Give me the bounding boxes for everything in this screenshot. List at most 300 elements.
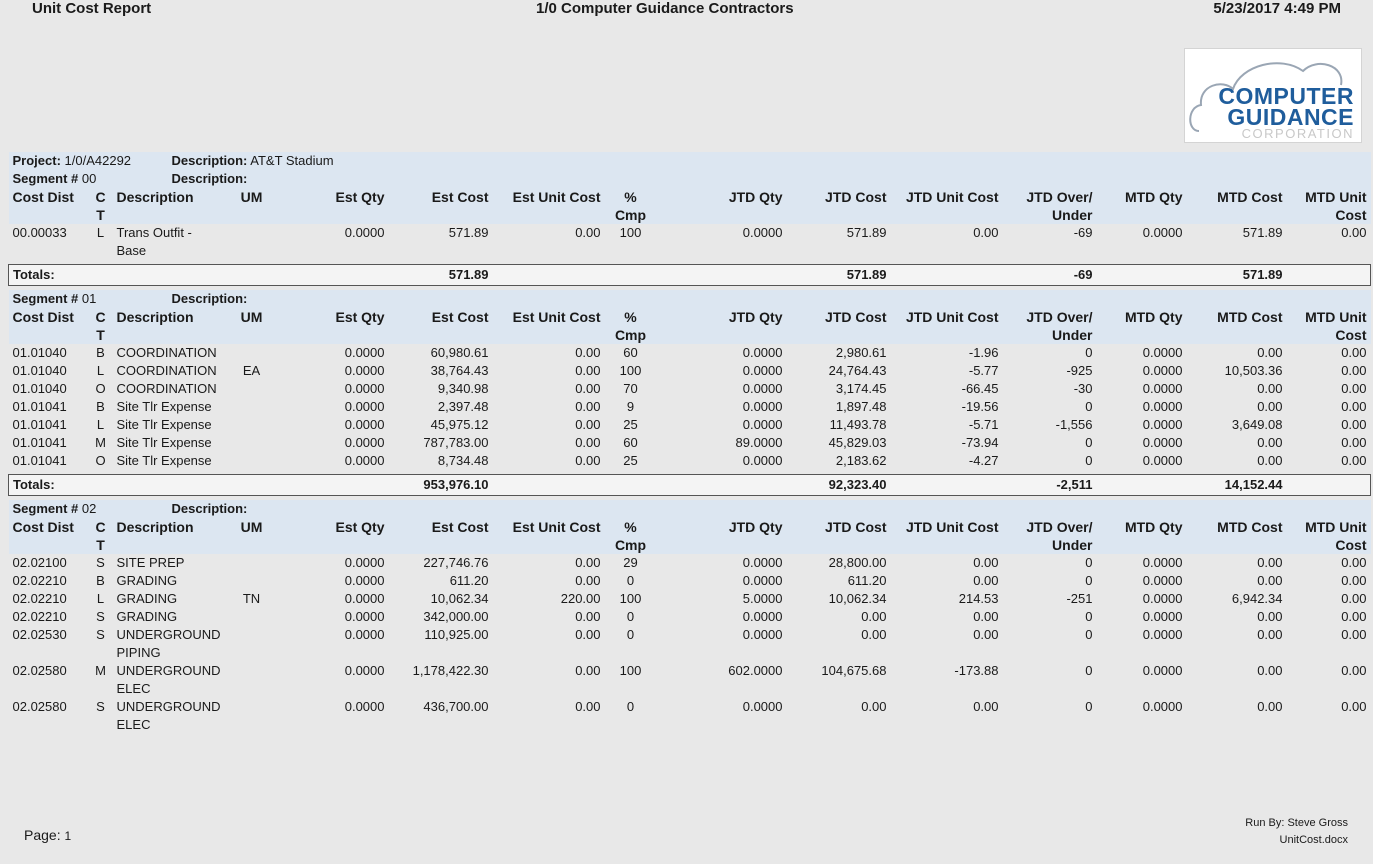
est-cost: 787,783.00 [423, 435, 489, 450]
col-description: Description [113, 188, 227, 224]
header-line: C [95, 519, 106, 535]
est-qty: 0.0000 [344, 555, 385, 570]
unit-of-measure: EA [242, 363, 261, 378]
description: UNDERGROUND PIPING [116, 627, 221, 660]
jtd-qty: 0.0000 [742, 345, 783, 360]
cost-type: L [96, 363, 105, 378]
table-row [9, 626, 1371, 662]
column-header-row [9, 518, 1371, 554]
mtd-unit-cost: 0.00 [1341, 225, 1367, 240]
pct-complete: 100 [619, 225, 642, 240]
est-cost: 60,980.61 [430, 345, 489, 360]
jtd-over-under: -925 [1066, 363, 1093, 378]
est-qty: 0.0000 [344, 417, 385, 432]
col-jtd-unit-cost: JTD Unit Cost [891, 518, 1003, 554]
mtd-unit-cost: 0.00 [1341, 453, 1367, 468]
totals-jtd-cost: 92,323.40 [787, 475, 891, 496]
mtd-cost: 571.89 [1242, 225, 1283, 240]
totals-gap-3 [1097, 475, 1187, 496]
est-cost: 9,340.98 [437, 381, 489, 396]
mtd-unit-cost: 0.00 [1341, 363, 1367, 378]
col-jtd-unit-cost: JTD Unit Cost [891, 308, 1003, 344]
cost-type: B [96, 399, 105, 414]
jtd-over-under: 0 [1085, 555, 1093, 570]
project-row [9, 152, 1371, 170]
jtd-cost: 0.00 [861, 699, 887, 714]
jtd-cost: 0.00 [861, 627, 887, 642]
segment-number: 02 [81, 501, 97, 516]
est-qty: 0.0000 [344, 345, 385, 360]
totals-over-under: -69 [1003, 265, 1097, 286]
col-mtd-qty: MTD Qty [1097, 308, 1187, 344]
segment-number: 01 [81, 291, 97, 306]
totals-label: Totals: [9, 265, 389, 286]
col-est-qty: Est Qty [277, 188, 389, 224]
project-desc-label: Description: [171, 153, 248, 168]
unit-of-measure [227, 554, 277, 572]
jtd-over-under: -1,556 [1055, 417, 1093, 432]
table-row [9, 362, 1371, 380]
col-est-cost: Est Cost [389, 188, 493, 224]
cost-dist: 02.02530 [12, 627, 67, 642]
totals-mtd-cost: 14,152.44 [1187, 475, 1287, 496]
unit-of-measure [227, 572, 277, 590]
mtd-qty: 0.0000 [1142, 699, 1183, 714]
segment-row [9, 290, 1371, 308]
jtd-over-under: -251 [1066, 591, 1093, 606]
table-row [9, 434, 1371, 452]
mtd-cost: 0.00 [1257, 573, 1283, 588]
segment-desc-cell [171, 290, 1371, 308]
header-line: JTD Over/ [1026, 519, 1093, 535]
unit-of-measure [227, 344, 277, 362]
col-est-unit-cost: Est Unit Cost [493, 518, 605, 554]
mtd-unit-cost: 0.00 [1341, 627, 1367, 642]
table-row [9, 590, 1371, 608]
mtd-qty: 0.0000 [1142, 591, 1183, 606]
cost-dist: 01.01041 [12, 399, 67, 414]
table-row [9, 662, 1371, 698]
mtd-unit-cost: 0.00 [1341, 699, 1367, 714]
segment-desc-cell [171, 500, 1371, 518]
unit-of-measure [227, 626, 277, 662]
jtd-unit-cost: -1.96 [968, 345, 999, 360]
est-cost: 1,178,422.30 [412, 663, 489, 678]
jtd-unit-cost: 0.00 [973, 225, 999, 240]
mtd-cost: 0.00 [1257, 345, 1283, 360]
col-est-qty: Est Qty [277, 518, 389, 554]
mtd-cost: 0.00 [1257, 609, 1283, 624]
col-jtd-over-under [1003, 188, 1097, 224]
est-qty: 0.0000 [344, 225, 385, 240]
description: UNDERGROUND ELEC [116, 699, 221, 732]
est-cost: 436,700.00 [423, 699, 489, 714]
jtd-over-under: 0 [1085, 627, 1093, 642]
jtd-unit-cost: -73.94 [961, 435, 999, 450]
cost-type: O [95, 381, 106, 396]
jtd-over-under: 0 [1085, 609, 1093, 624]
totals-est-cost: 571.89 [389, 265, 493, 286]
mtd-qty: 0.0000 [1142, 453, 1183, 468]
jtd-unit-cost: -19.56 [961, 399, 999, 414]
table-row [9, 554, 1371, 572]
cost-type: S [96, 555, 105, 570]
col-cost-dist: Cost Dist [9, 188, 89, 224]
segment-desc-cell [171, 170, 1371, 188]
est-cost: 342,000.00 [423, 609, 489, 624]
col-mtd-cost: MTD Cost [1187, 308, 1287, 344]
description: Site Tlr Expense [116, 435, 212, 450]
header-line: Cmp [614, 537, 647, 553]
description: Site Tlr Expense [116, 399, 212, 414]
col-cost-type [89, 188, 113, 224]
col-mtd-unit-cost [1287, 308, 1371, 344]
est-unit-cost: 0.00 [575, 663, 601, 678]
mtd-qty: 0.0000 [1142, 381, 1183, 396]
mtd-cost: 0.00 [1257, 627, 1283, 642]
jtd-unit-cost: 0.00 [973, 609, 999, 624]
header-line: % [624, 189, 637, 205]
est-qty: 0.0000 [344, 699, 385, 714]
segment-row [9, 170, 1371, 188]
col-cost-dist: Cost Dist [9, 518, 89, 554]
jtd-unit-cost: -173.88 [954, 663, 999, 678]
mtd-unit-cost: 0.00 [1341, 609, 1367, 624]
mtd-qty: 0.0000 [1142, 345, 1183, 360]
table-row [9, 344, 1371, 362]
col-pct-complete [605, 518, 657, 554]
col-description: Description [113, 308, 227, 344]
cost-dist: 00.00033 [12, 225, 67, 240]
unit-of-measure [227, 662, 277, 698]
totals-est-cost: 953,976.10 [389, 475, 493, 496]
description: GRADING [116, 591, 178, 606]
mtd-unit-cost: 0.00 [1341, 417, 1367, 432]
jtd-over-under: 0 [1085, 399, 1093, 414]
mtd-qty: 0.0000 [1142, 573, 1183, 588]
col-mtd-unit-cost [1287, 188, 1371, 224]
est-qty: 0.0000 [344, 363, 385, 378]
jtd-over-under: 0 [1085, 699, 1093, 714]
est-unit-cost: 0.00 [575, 555, 601, 570]
header-line: Cmp [614, 207, 647, 223]
cost-type: L [96, 225, 105, 240]
col-mtd-unit-cost [1287, 518, 1371, 554]
est-qty: 0.0000 [344, 627, 385, 642]
jtd-unit-cost: 0.00 [973, 699, 999, 714]
unit-of-measure [227, 224, 277, 260]
totals-gap-2 [891, 475, 1003, 496]
cost-type: S [96, 627, 105, 642]
est-cost: 110,925.00 [424, 627, 489, 642]
cost-dist: 02.02210 [12, 591, 67, 606]
jtd-qty: 5.0000 [742, 591, 783, 606]
unit-of-measure [227, 416, 277, 434]
jtd-cost: 0.00 [861, 609, 887, 624]
description: Site Tlr Expense [116, 453, 212, 468]
est-qty: 0.0000 [344, 453, 385, 468]
col-mtd-cost: MTD Cost [1187, 518, 1287, 554]
header-line: MTD Unit [1305, 189, 1367, 205]
jtd-unit-cost: 0.00 [973, 627, 999, 642]
jtd-unit-cost: 0.00 [973, 555, 999, 570]
est-cost: 8,734.48 [437, 453, 489, 468]
segment-label: Segment # [12, 501, 79, 516]
mtd-qty: 0.0000 [1142, 417, 1183, 432]
est-qty: 0.0000 [344, 399, 385, 414]
jtd-cost: 28,800.00 [828, 555, 887, 570]
col-cost-dist: Cost Dist [9, 308, 89, 344]
table-row [9, 452, 1371, 470]
est-unit-cost: 0.00 [575, 609, 601, 624]
cost-type: B [96, 573, 105, 588]
est-unit-cost: 0.00 [575, 627, 601, 642]
segment-desc-label: Description: [171, 171, 248, 186]
cost-type: M [95, 435, 106, 450]
jtd-qty: 0.0000 [742, 609, 783, 624]
cost-type: O [95, 453, 106, 468]
est-cost: 611.20 [449, 573, 489, 588]
pct-complete: 70 [623, 381, 638, 396]
jtd-cost: 2,183.62 [835, 453, 887, 468]
mtd-cost: 0.00 [1257, 555, 1283, 570]
est-unit-cost: 0.00 [575, 435, 601, 450]
header-line: T [96, 327, 105, 343]
mtd-unit-cost: 0.00 [1341, 399, 1367, 414]
jtd-cost: 104,675.68 [821, 663, 887, 678]
header-line: Cmp [614, 327, 647, 343]
col-pct-complete [605, 308, 657, 344]
totals-gap-4 [1287, 265, 1371, 286]
mtd-cost: 0.00 [1257, 699, 1283, 714]
jtd-unit-cost: -4.27 [968, 453, 999, 468]
col-mtd-qty: MTD Qty [1097, 188, 1187, 224]
totals-gap-1 [493, 475, 787, 496]
col-jtd-cost: JTD Cost [787, 188, 891, 224]
jtd-cost: 611.20 [847, 573, 887, 588]
est-cost: 45,975.12 [430, 417, 489, 432]
header-line: Under [1052, 537, 1093, 553]
run-by: Run By: Steve Gross [1245, 817, 1348, 829]
col-jtd-over-under [1003, 518, 1097, 554]
jtd-cost: 571.89 [846, 225, 887, 240]
mtd-qty: 0.0000 [1142, 627, 1183, 642]
description: GRADING [116, 573, 178, 588]
segment-number: 00 [81, 171, 97, 186]
logo-line-3: CORPORATION [1241, 126, 1354, 141]
col-um: UM [227, 518, 277, 554]
col-est-cost: Est Cost [389, 308, 493, 344]
cost-dist: 02.02210 [12, 609, 67, 624]
mtd-qty: 0.0000 [1142, 399, 1183, 414]
mtd-qty: 0.0000 [1142, 663, 1183, 678]
est-unit-cost: 0.00 [575, 399, 601, 414]
jtd-qty: 0.0000 [742, 699, 783, 714]
header-line: % [624, 309, 637, 325]
logo-line-1: COMPUTER [1218, 83, 1354, 109]
header-line: Under [1052, 207, 1093, 223]
est-unit-cost: 0.00 [575, 417, 601, 432]
unit-cost-report [8, 152, 1370, 734]
col-jtd-qty: JTD Qty [657, 308, 787, 344]
mtd-qty: 0.0000 [1142, 555, 1183, 570]
cost-type: L [96, 591, 105, 606]
totals-gap-4 [1287, 475, 1371, 496]
table-row [9, 398, 1371, 416]
mtd-unit-cost: 0.00 [1341, 345, 1367, 360]
est-unit-cost: 0.00 [575, 573, 601, 588]
cost-type: L [96, 417, 105, 432]
col-est-qty: Est Qty [277, 308, 389, 344]
segment-desc-label: Description: [171, 291, 248, 306]
col-est-cost: Est Cost [389, 518, 493, 554]
jtd-qty: 0.0000 [742, 627, 783, 642]
jtd-qty: 89.0000 [735, 435, 783, 450]
jtd-unit-cost: 0.00 [973, 573, 999, 588]
cost-dist: 02.02580 [12, 663, 67, 678]
jtd-unit-cost: -5.71 [968, 417, 999, 432]
mtd-qty: 0.0000 [1142, 363, 1183, 378]
cost-type: S [96, 699, 105, 714]
jtd-over-under: -30 [1073, 381, 1093, 396]
col-est-unit-cost: Est Unit Cost [493, 308, 605, 344]
pct-complete: 60 [623, 345, 638, 360]
report-body [9, 152, 1371, 734]
mtd-cost: 0.00 [1257, 435, 1283, 450]
est-unit-cost: 0.00 [575, 345, 601, 360]
totals-row [9, 475, 1371, 496]
totals-mtd-cost: 571.89 [1187, 265, 1287, 286]
col-pct-complete [605, 188, 657, 224]
pct-complete: 60 [623, 435, 638, 450]
col-jtd-cost: JTD Cost [787, 518, 891, 554]
mtd-qty: 0.0000 [1142, 435, 1183, 450]
segment-label: Segment # [12, 171, 79, 186]
mtd-qty: 0.0000 [1142, 609, 1183, 624]
totals-row [9, 265, 1371, 286]
report-timestamp: 5/23/2017 4:49 PM [1213, 0, 1341, 17]
est-qty: 0.0000 [344, 591, 385, 606]
mtd-unit-cost: 0.00 [1341, 573, 1367, 588]
totals-gap-3 [1097, 265, 1187, 286]
report-table [8, 152, 1371, 734]
jtd-qty: 0.0000 [742, 399, 783, 414]
pct-complete: 0 [626, 573, 635, 588]
est-cost: 2,397.48 [437, 399, 489, 414]
totals-gap-2 [891, 265, 1003, 286]
cost-dist: 01.01040 [12, 345, 67, 360]
unit-of-measure [227, 452, 277, 470]
jtd-cost: 45,829.03 [828, 435, 887, 450]
jtd-unit-cost: 214.53 [958, 591, 999, 606]
table-row [9, 416, 1371, 434]
jtd-cost: 11,493.78 [829, 417, 887, 432]
table-row [9, 380, 1371, 398]
project-desc-cell [171, 152, 1371, 170]
file-name: UnitCost.docx [1279, 834, 1348, 846]
col-um: UM [227, 308, 277, 344]
cost-dist: 01.01040 [12, 381, 67, 396]
description: SITE PREP [116, 555, 185, 570]
jtd-over-under: 0 [1085, 573, 1093, 588]
mtd-cost: 0.00 [1257, 381, 1283, 396]
header-line: C [95, 189, 106, 205]
totals-jtd-cost: 571.89 [787, 265, 891, 286]
jtd-qty: 0.0000 [742, 573, 783, 588]
unit-of-measure [227, 698, 277, 734]
col-description: Description [113, 518, 227, 554]
mtd-qty: 0.0000 [1142, 225, 1183, 240]
company-logo [1184, 48, 1362, 143]
project-desc-value: AT&T Stadium [250, 153, 334, 168]
col-cost-type [89, 308, 113, 344]
jtd-cost: 10,062.34 [828, 591, 887, 606]
run-info [1245, 815, 1348, 849]
jtd-qty: 0.0000 [742, 381, 783, 396]
description: COORDINATION [116, 381, 217, 396]
header-line: % [624, 519, 637, 535]
totals-label: Totals: [9, 475, 389, 496]
est-cost: 38,764.43 [430, 363, 489, 378]
pct-complete: 29 [623, 555, 638, 570]
est-cost: 10,062.34 [430, 591, 489, 606]
est-cost: 571.89 [448, 225, 489, 240]
jtd-over-under: 0 [1085, 663, 1093, 678]
column-header-row [9, 188, 1371, 224]
col-jtd-qty: JTD Qty [657, 188, 787, 224]
jtd-qty: 0.0000 [742, 453, 783, 468]
est-qty: 0.0000 [344, 435, 385, 450]
cost-type: B [96, 345, 105, 360]
col-jtd-unit-cost: JTD Unit Cost [891, 188, 1003, 224]
cost-dist: 01.01041 [12, 417, 67, 432]
est-unit-cost: 0.00 [575, 225, 601, 240]
table-row [9, 698, 1371, 734]
mtd-unit-cost: 0.00 [1341, 663, 1367, 678]
project-label: Project: [12, 153, 61, 168]
jtd-cost: 1,897.48 [835, 399, 887, 414]
table-row [9, 572, 1371, 590]
est-qty: 0.0000 [344, 663, 385, 678]
mtd-unit-cost: 0.00 [1341, 435, 1367, 450]
est-qty: 0.0000 [344, 609, 385, 624]
header-line: C [95, 309, 106, 325]
segment-desc-label: Description: [171, 501, 248, 516]
col-mtd-qty: MTD Qty [1097, 518, 1187, 554]
jtd-qty: 602.0000 [728, 663, 783, 678]
jtd-unit-cost: -66.45 [961, 381, 999, 396]
mtd-cost: 0.00 [1257, 663, 1283, 678]
header-line: T [96, 207, 105, 223]
mtd-cost: 6,942.34 [1231, 591, 1283, 606]
jtd-qty: 0.0000 [742, 417, 783, 432]
pct-complete: 0 [626, 699, 635, 714]
est-qty: 0.0000 [344, 573, 385, 588]
table-row [9, 608, 1371, 626]
company-name: 1/0 Computer Guidance Contractors [536, 0, 794, 17]
col-est-unit-cost: Est Unit Cost [493, 188, 605, 224]
page-number [24, 827, 71, 843]
pct-complete: 100 [619, 591, 642, 606]
unit-of-measure [227, 434, 277, 452]
header-line: T [96, 537, 105, 553]
jtd-cost: 24,764.43 [828, 363, 887, 378]
cost-type: M [95, 663, 106, 678]
jtd-cost: 2,980.61 [835, 345, 887, 360]
table-row [9, 224, 1371, 260]
mtd-unit-cost: 0.00 [1341, 381, 1367, 396]
cost-dist: 02.02210 [12, 573, 67, 588]
